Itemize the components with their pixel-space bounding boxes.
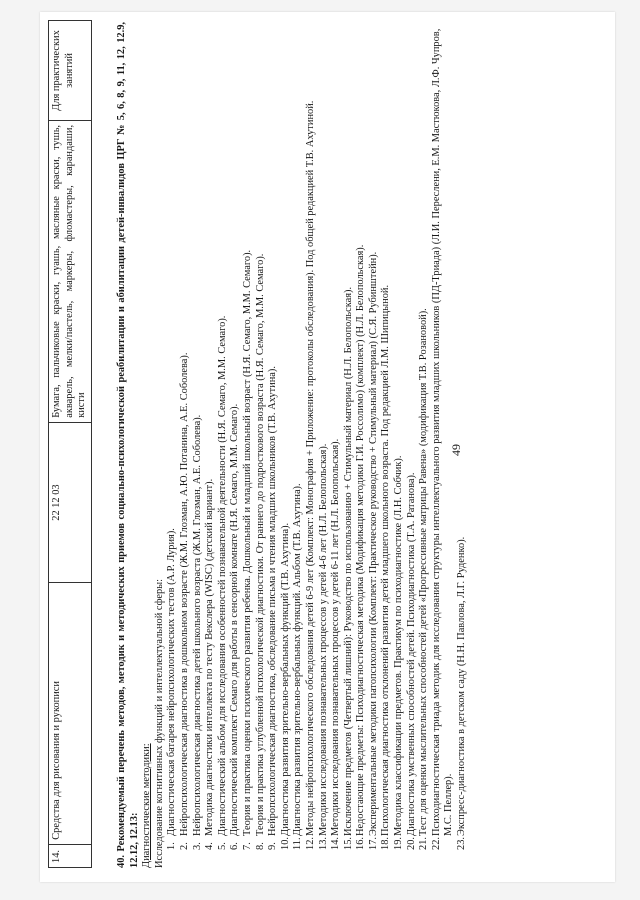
section-subtitle: Диагностические методики: [141, 743, 153, 868]
page-number: 49 [449, 444, 463, 456]
list-item [217, 22, 230, 850]
list-item [280, 22, 293, 850]
list-item-text: Нейропсихологическая диагностика, обследование письма и чтения младших школьников (Т.В. Ахутина). [267, 366, 279, 836]
list-item-text: Экспресс-диагностика в детском саду (Н.Н. Павлова, Л.Г. Руденко). [456, 536, 468, 836]
list-item-text: Психодиагностическая триада методик для исследования структуры интеллектуального развития младших школьников (ПД-Триада) (Л.И. Переслени, Е.М. Мастюкова, Л.Ф. Чупров, М.С. Пеллер). [430, 28, 455, 836]
list-item-text: Методика классификации предметов. Практикум по психодиагностике (Л.Н. Собчик). [393, 455, 405, 836]
list-item-text: Тест для оценки мыслительных способностей детей «Прогрессивные матрицы Равена» (модификация Т.В. Розановой). [418, 308, 430, 836]
list-item [242, 22, 255, 850]
list-item-number: 16. [355, 837, 367, 850]
list-item-number: 13. [317, 837, 329, 850]
list-item-text: Диагностика развития зрительно-вербальных функций. Альбом (Т.В. Ахутина). [292, 483, 304, 836]
list-item-text: Психологическая диагностика отклонений развития детей младшего школьного возраста. Под редакцией Л.М. Шипицыной. [380, 284, 392, 836]
list-item [418, 22, 431, 850]
table-row [49, 21, 92, 868]
list-item-text: Теория и практика оценки психического развития ребенка. Дошкольный и младший школьный возраст (Н.Я. Семаго, М.М. Семаго). [241, 249, 253, 836]
document-page [40, 12, 615, 882]
list-item-text: Методика диагностики интеллекта по тесту Векслера (WISC) (детский вариант). [204, 478, 216, 836]
list-item [229, 22, 242, 850]
methods-section [116, 22, 469, 868]
list-item-number: 5. [216, 842, 228, 850]
list-item [192, 22, 205, 850]
list-item [292, 22, 305, 850]
list-item-number: 9. [267, 842, 279, 850]
item-use: Для практических занятий [49, 21, 92, 121]
list-item-text: Теория и практика углубленной психологической диагностики. От раннего до подросткового возраста (Н.Я. Семаго, М.М. Семаго). [254, 253, 266, 836]
list-item-text: Нейропсихологическая диагностика в дошкольном возрасте (Ж.М. Глозман, А.Ю. Потанина, А.Е. Соболева). [178, 352, 190, 836]
list-item-number: 3. [191, 842, 203, 850]
list-item-text: Диагностическая батарея нейропсихологических тестов (А.Р. Лурия). [166, 528, 178, 836]
list-item-number: 20. [405, 837, 417, 850]
list-item-text: Методики исследования познавательных процессов у детей 6-11 лет (Н.Л. Белопольская). [330, 438, 342, 836]
item-name: Средства для рисования и рукописи [49, 583, 92, 844]
list-item-text: Диагностический альбом для исследования особенностей познавательной деятельности (Н.Я. Семаго, М.М. Семаго). [216, 315, 228, 836]
list-item-text: Диагностика умственных способностей детей. Психодиагностика (Т.А. Ратанова). [405, 472, 417, 836]
row-number: 14. [49, 844, 92, 867]
list-item-text: Недостающие предметы: Психодиагностическая методика (Модификация методики Г.И. Россолимо) (комплект) (Н.Л. Белопольская). [355, 244, 367, 836]
list-item-number: 7. [241, 842, 253, 850]
list-item [406, 22, 419, 850]
list-item-number: 11. [292, 837, 304, 850]
list-item [166, 22, 179, 850]
list-item-number: 4. [204, 842, 216, 850]
list-item [456, 22, 469, 850]
item-description: Бумага, пальчиковые краски, гуашь, масляные краски, тушь, акварель, мелки/пастель, маркеры, фломастеры, карандаши, кисти [49, 120, 92, 422]
list-item [255, 22, 268, 850]
list-item-text: Диагностический комплект Семаго для работы в сенсорной комнате (Н.Я. Семаго, М.М. Семаго). [229, 403, 241, 836]
list-item [267, 22, 280, 850]
list-item-number: 2. [178, 842, 190, 850]
list-item-number: 15. [342, 837, 354, 850]
list-item-number: 17. [367, 837, 379, 850]
list-item-text: Диагностика развития зрительно-вербальных функций (Т.В. Ахутина). [279, 522, 291, 836]
list-item-number: 10. [279, 837, 291, 850]
list-item-number: 22. [430, 837, 442, 850]
list-item [330, 22, 343, 850]
list-item-number: 14. [330, 837, 342, 850]
list-item [431, 22, 456, 850]
list-item [355, 22, 368, 850]
section-intro: Исследование когнитивных функций и интеллектуальной сферы: [153, 578, 165, 868]
list-item-number: 12. [304, 837, 316, 850]
list-item-text: Исключение предметов (Четвертый лишний): Руководство по использованию + Стимульный материал (Н.Л. Белопольская). [342, 286, 354, 836]
list-item-number: 6. [229, 842, 241, 850]
list-item-text: Нейропсихологическая диагностика детей школьного возраста (Ж.М. Глозман, А.Е. Соболева). [191, 414, 203, 836]
methods-list [166, 22, 468, 868]
list-item-number: 1. [166, 842, 178, 850]
section-title: 40. Рекомендуемый перечень методов, методик и методических приемов социально-психологической реабилитации и абилитации детей-инвалидов ЦРГ № 5, 6, 8, 9, 11, 12, 12.9, 12.12, 12.13: [116, 22, 140, 868]
list-item [204, 22, 217, 850]
list-item [343, 22, 356, 850]
list-item-number: 8. [254, 842, 266, 850]
list-item-number: 19. [393, 837, 405, 850]
list-item-number: 23. [456, 837, 468, 850]
list-item [368, 22, 381, 850]
list-item-text: Методы нейропсихологического обследования детей 6-9 лет (Комплект: Монография + Приложение: протоколы обследования). Под общей редакцией Т.В. Ахутиной. [304, 100, 316, 836]
list-item [179, 22, 192, 850]
list-item [393, 22, 406, 850]
list-item [305, 22, 318, 850]
list-item-text: Экспериментальные методики патопсихологии (Комплект: Практическое руководство + Стимульный материал) (С.Я. Рубинштейн). [367, 251, 379, 836]
rotated-content [46, 16, 606, 876]
item-code: 22 12 03 [49, 422, 92, 583]
equipment-table [48, 20, 92, 868]
list-item-number: 18. [380, 837, 392, 850]
list-item [380, 22, 393, 850]
list-item-text: Методики исследования познавательных процессов у детей 4-6 лет (Н.Л. Белопольская). [317, 443, 329, 836]
list-item-number: 21. [418, 837, 430, 850]
list-item [318, 22, 331, 850]
